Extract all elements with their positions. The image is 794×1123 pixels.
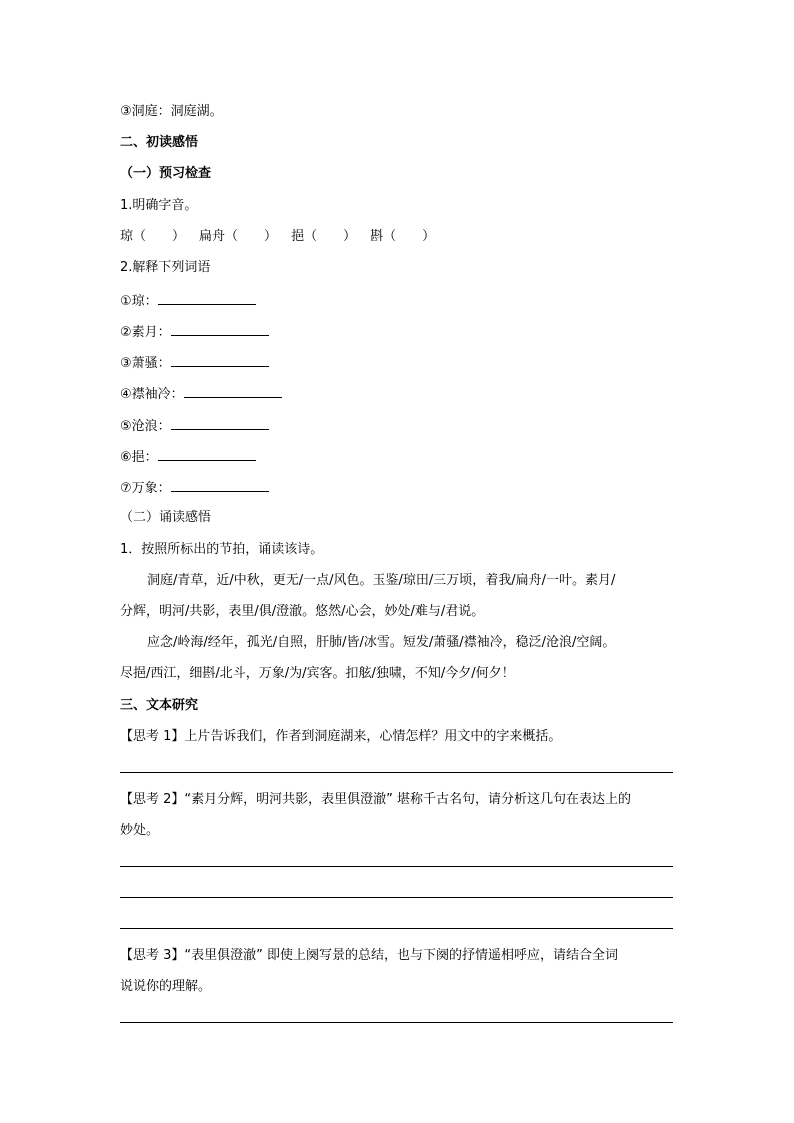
pronounce-blank-4[interactable]: （ ）: [383, 229, 436, 244]
term-row-6: ⑥挹：: [120, 448, 256, 466]
poem-line-1: 洞庭/青草，近/中秋，更无/一点/风色。玉鉴/琼田/三万顷，着我/扁舟/一叶。素月/: [147, 573, 616, 588]
answer-line-3[interactable]: [120, 897, 673, 898]
answer-blank-2[interactable]: [171, 323, 269, 336]
pronounce-item-2: 扁舟（ ）: [199, 229, 278, 244]
think-question-2-line-1: 【思考 2】“素月分辉，明河共影，表里俱澄澈” 堪称千古名句，请分析这几句在表达上的: [120, 792, 632, 807]
pronounce-item-3: 挹（ ）: [291, 229, 357, 244]
term-row-2: ②素月：: [120, 323, 269, 341]
subsection-recite-heading: （二）诵读感悟: [120, 510, 212, 525]
recite-instruction: 1．按照所标出的节拍，诵读该诗。: [120, 542, 324, 557]
term-row-5: ⑤沧浪：: [120, 417, 269, 435]
answer-line-4[interactable]: [120, 928, 673, 929]
section-3-heading: 三、文本研究: [120, 698, 199, 713]
pronounce-blank-3[interactable]: （ ）: [304, 229, 357, 244]
pronunciation-row: [120, 229, 435, 245]
note-dongting: ③洞庭：洞庭湖。: [120, 104, 223, 119]
answer-blank-1[interactable]: [158, 292, 256, 305]
answer-line-5[interactable]: [120, 1022, 673, 1023]
poem-line-4: 尽挹/西江，细斟/北斗，万象/为/宾客。扣舷/独啸，不知/今夕/何夕！: [120, 666, 515, 681]
term-row-4: ④襟袖冷：: [120, 385, 282, 403]
answer-blank-3[interactable]: [171, 354, 269, 367]
poem-line-2: 分辉，明河/共影，表里/俱/澄澈。悠然/心会，妙处/难与/君说。: [120, 604, 485, 619]
answer-line-2[interactable]: [120, 866, 673, 867]
think-question-3-line-1: 【思考 3】“表里俱澄澈” 即使上阕写景的总结，也与下阕的抒情遥相呼应，请结合全词: [120, 948, 619, 963]
answer-blank-4[interactable]: [184, 385, 282, 398]
answer-blank-6[interactable]: [158, 448, 256, 461]
think-question-1: 【思考 1】上片告诉我们，作者到洞庭湖来，心情怎样？用文中的字来概括。: [120, 729, 562, 744]
term-row-7: ⑦万象：: [120, 479, 269, 497]
pronounce-item-4: 斟（ ）: [370, 229, 436, 244]
question-pronunciation: 1.明确字音。: [120, 198, 198, 213]
answer-blank-5[interactable]: [171, 417, 269, 430]
section-2-heading: 二、初读感悟: [120, 135, 199, 150]
poem-line-3: 应念/岭海/经年，孤光/自照，肝肺/皆/冰雪。短发/萧骚/襟袖冷，稳泛/沧浪/空阔。: [147, 635, 616, 650]
pronounce-blank-1[interactable]: （ ）: [133, 229, 186, 244]
question-vocabulary: 2.解释下列词语: [120, 260, 211, 275]
answer-line-1[interactable]: [120, 772, 673, 773]
pronounce-item-1: 琼（ ）: [120, 229, 186, 244]
subsection-preview-heading: （一）预习检查: [120, 166, 212, 181]
think-question-2-line-2: 妙处。: [120, 823, 160, 838]
term-row-1: ①琼：: [120, 292, 256, 310]
term-row-3: ③萧骚：: [120, 354, 269, 372]
answer-blank-7[interactable]: [171, 479, 269, 492]
pronounce-blank-2[interactable]: （ ）: [225, 229, 278, 244]
think-question-3-line-2: 说说你的理解。: [120, 979, 212, 994]
